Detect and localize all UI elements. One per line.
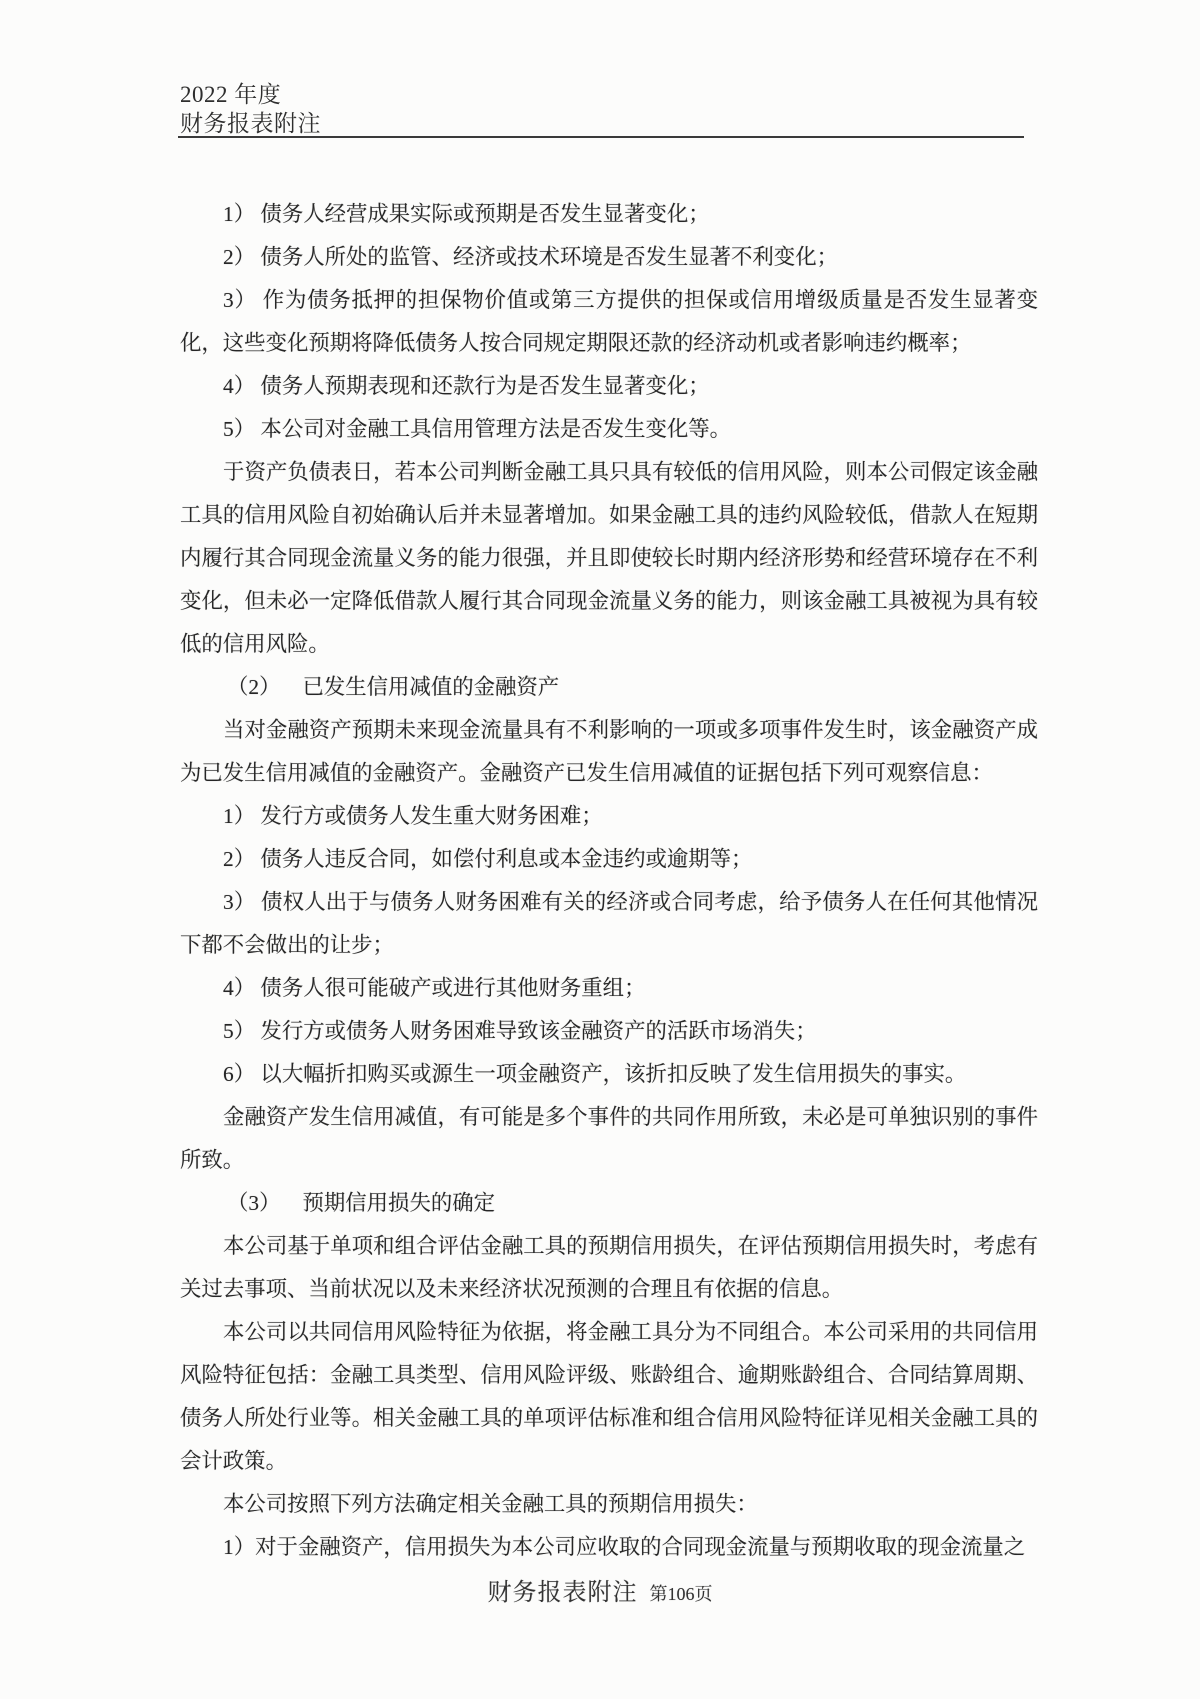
page-footer — [0, 1572, 1200, 1607]
paragraph: 于资产负债表日，若本公司判断金融工具只具有较低的信用风险，则本公司假定该金融工具的信用风险自初始确认后并未显著增加。如果金融工具的违约风险较低，借款人在短期内履行其合同现金流量义务的能力很强，并且即使较长时期内经济形势和经营环境存在不利变化，但未必一定降低借款人履行其合同现金流量义务的能力，则该金融工具被视为具有较低的信用风险。 — [180, 460, 1038, 656]
section-title: 预期信用损失的确定 — [302, 1191, 496, 1215]
paragraph: 本公司以共同信用风险特征为依据，将金融工具分为不同组合。本公司采用的共同信用风险特征包括：金融工具类型、信用风险评级、账龄组合、逾期账龄组合、合同结算周期、债务人所处行业等。相关金融工具的单项评估标准和组合信用风险特征详见相关金融工具的会计政策。 — [180, 1320, 1038, 1473]
section-number: （3） — [227, 1191, 281, 1215]
list-item: 5） 发行方或债务人财务困难导致该金融资产的活跃市场消失； — [223, 1019, 817, 1043]
list-item: 3） 债权人出于与债务人财务困难有关的经济或合同考虑，给予债务人在任何其他情况下都不会做出的让步； — [180, 890, 1038, 957]
list-item: 3） 作为债务抵押的担保物价值或第三方提供的担保或信用增级质量是否发生显著变化，这些变化预期将降低债务人按合同规定期限还款的经济动机或者影响违约概率； — [180, 288, 1038, 355]
list-item: 2） 债务人所处的监管、经济或技术环境是否发生显著不利变化； — [223, 245, 838, 269]
list-item: 4） 债务人很可能破产或进行其他财务重组； — [223, 976, 646, 1000]
paragraph: 当对金融资产预期未来现金流量具有不利影响的一项或多项事件发生时，该金融资产成为已发生信用减值的金融资产。金融资产已发生信用减值的证据包括下列可观察信息： — [180, 718, 1038, 785]
section-heading — [180, 666, 1038, 709]
list-item: 1）对于金融资产，信用损失为本公司应收取的合同现金流量与预期收取的现金流量之 — [223, 1535, 1026, 1559]
header-year: 2022 年度 — [180, 82, 282, 107]
section-title: 已发生信用减值的金融资产 — [302, 675, 560, 699]
section-heading — [180, 1182, 1038, 1225]
list-item: 2） 债务人违反合同，如偿付利息或本金违约或逾期等； — [223, 847, 753, 871]
header-title: 财务报表附注 — [180, 111, 321, 136]
footer-page-number: 第106页 — [649, 1584, 713, 1604]
header-divider — [178, 136, 1024, 138]
document-body — [180, 193, 1038, 1569]
list-item: 6） 以大幅折扣购买或源生一项金融资产，该折扣反映了发生信用损失的事实。 — [223, 1062, 967, 1086]
list-item: 5） 本公司对金融工具信用管理方法是否发生变化等。 — [223, 417, 732, 441]
section-number: （2） — [227, 675, 281, 699]
list-item: 1） 发行方或债务人发生重大财务困难； — [223, 804, 603, 828]
paragraph: 本公司基于单项和组合评估金融工具的预期信用损失，在评估预期信用损失时，考虑有关过去事项、当前状况以及未来经济状况预测的合理且有依据的信息。 — [180, 1234, 1038, 1301]
footer-title: 财务报表附注 — [487, 1580, 638, 1606]
paragraph: 金融资产发生信用减值，有可能是多个事件的共同作用所致，未必是可单独识别的事件所致。 — [180, 1105, 1038, 1172]
page-header — [180, 80, 321, 138]
paragraph: 本公司按照下列方法确定相关金融工具的预期信用损失： — [223, 1492, 758, 1516]
list-item: 1） 债务人经营成果实际或预期是否发生显著变化； — [223, 202, 710, 226]
list-item: 4） 债务人预期表现和还款行为是否发生显著变化； — [223, 374, 710, 398]
